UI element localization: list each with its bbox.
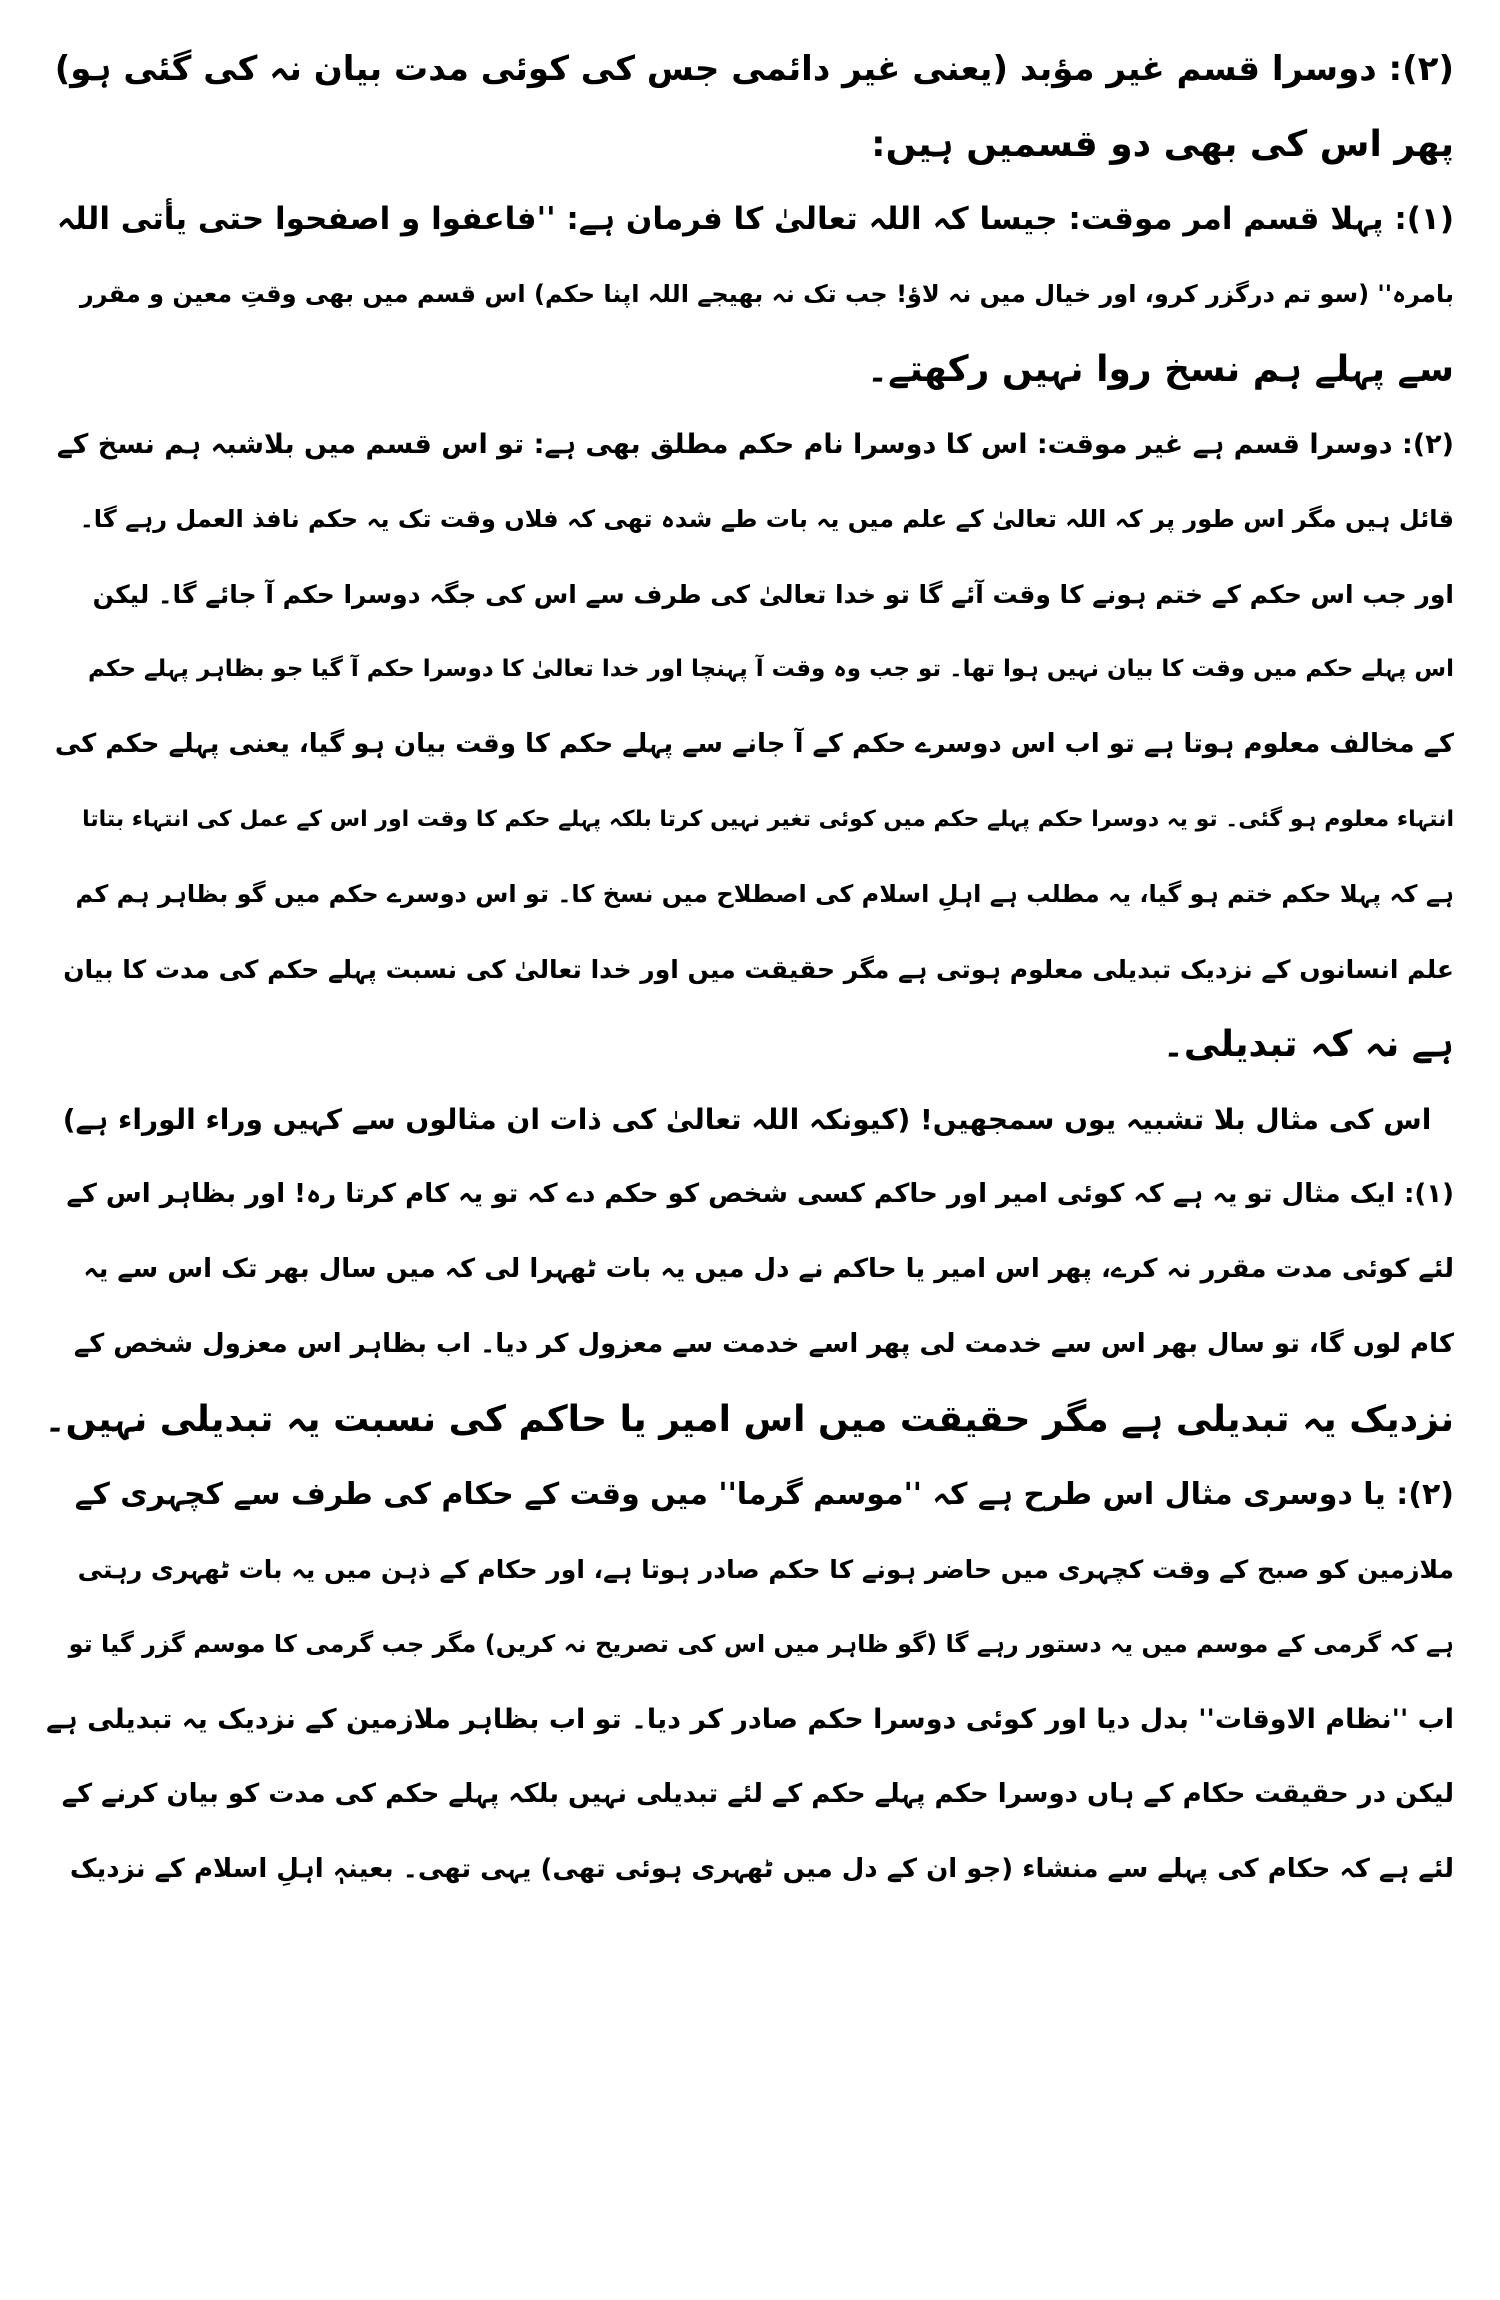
text-line-2: پھر اس کی بھی دو قسمیں ہیں: bbox=[871, 124, 1454, 165]
text-line-16: (۱): ایک مثال تو یہ ہے کہ کوئی امیر اور حاکم کسی شخص کو حکم دے کہ تو یہ کام کرتا رہ! اور بظاہر اس کے bbox=[66, 1179, 1454, 1209]
text-line-4: بامرہ'' (سو تم درگزر کرو، اور خیال میں نہ لاؤ! جب تک نہ بھیجے اللہ اپنا حکم) اس قسم میں بھی وقتِ معین و مقرر bbox=[79, 280, 1454, 308]
text-line-5: سے پہلے ہم نسخ روا نہیں رکھتے۔ bbox=[867, 349, 1454, 390]
text-line-25: لئے ہے کہ حکام کی پہلے سے منشاء (جو ان کے دل میں ٹھہری ہوئی تھی) یہی تھی۔ بعینہٖ اہلِ اسلام کے نزدیک bbox=[69, 1854, 1454, 1884]
text-line-24: لیکن در حقیقت حکام کے ہاں دوسرا حکم پہلے حکم کے لئے تبدیلی نہیں بلکہ پہلے حکم کی مدت کو بیان کرنے کے bbox=[61, 1779, 1454, 1809]
text-line-17: لئے کوئی مدت مقرر نہ کرے، پھر اس امیر یا حاکم نے دل میں یہ بات ٹھہرا لی کہ میں سال بھر تک اس سے یہ bbox=[83, 1254, 1454, 1284]
text-line-1: (۲): دوسرا قسم غیر مؤبد (یعنی غیر دائمی جس کی کوئی مدت بیان نہ کی گئی ہو) bbox=[54, 49, 1454, 89]
text-line-10: کے مخالف معلوم ہوتا ہے تو اب اس دوسرے حکم کے آ جانے سے پہلے حکم کا وقت بیان ہو گیا، یعنی پہلے حکم کی bbox=[54, 729, 1454, 759]
text-line-11: انتہاء معلوم ہو گئی۔ تو یہ دوسرا حکم پہلے حکم میں کوئی تغیر نہیں کرتا بلکہ پہلے حکم کا وقت اور اس کے عمل کی انتہاء بتاتا bbox=[82, 807, 1454, 832]
text-line-22: ہے کہ گرمی کے موسم میں یہ دستور رہے گا (گو ظاہر میں اس کی تصریح نہ کریں) مگر جب گرمی کا موسم گزر گیا تو bbox=[68, 1630, 1454, 1658]
text-line-19: نزدیک یہ تبدیلی ہے مگر حقیقت میں اس امیر یا حاکم کی نسبت یہ تبدیلی نہیں۔ bbox=[44, 1399, 1454, 1440]
text-line-3: (۱): پہلا قسم امر موقت: جیسا کہ اللہ تعالیٰ کا فرمان ہے: ''فاعفوا و اصفحوا حتی یأتی اللہ bbox=[56, 201, 1454, 237]
text-line-7: قائل ہیں مگر اس طور پر کہ اللہ تعالیٰ کے علم میں یہ بات طے شدہ تھی کہ فلاں وقت تک یہ حکم نافذ العمل رہے گا۔ bbox=[79, 505, 1454, 533]
text-line-12: ہے کہ پہلا حکم ختم ہو گیا، یہ مطلب ہے اہلِ اسلام کی اصطلاح میں نسخ کا۔ تو اس دوسرے حکم میں گو بظاہر ہم کم bbox=[75, 880, 1454, 908]
text-line-9: اس پہلے حکم میں وقت کا بیان نہیں ہوا تھا۔ تو جب وہ وقت آ پہنچا اور خدا تعالیٰ کا دوسرا حکم آ گیا جو بظاہر پہلے حکم bbox=[87, 656, 1454, 682]
text-line-13: علم انسانوں کے نزدیک تبدیلی معلوم ہوتی ہے مگر حقیقت میں اور خدا تعالیٰ کی نسبت پہلے حکم کی مدت کا بیان bbox=[63, 955, 1454, 984]
text-line-15: اس کی مثال بلا تشبیہ یوں سمجھیں! (کیونکہ اللہ تعالیٰ کی ذات ان مثالوں سے کہیں وراء الوراء ہے) bbox=[62, 1103, 1432, 1136]
text-line-21: ملازمین کو صبح کے وقت کچہری میں حاضر ہونے کا حکم صادر ہوتا ہے، اور حکام کے ذہن میں یہ بات ٹھہری رہتی bbox=[77, 1555, 1454, 1584]
text-line-6: (۲): دوسرا قسم ہے غیر موقت: اس کا دوسرا نام حکم مطلق بھی ہے: تو اس قسم میں بلاشبہ ہم نسخ کے bbox=[56, 429, 1454, 460]
text-line-14: ہے نہ کہ تبدیلی۔ bbox=[1162, 1024, 1454, 1065]
text-line-8: اور جب اس حکم کے ختم ہونے کا وقت آئے گا تو خدا تعالیٰ کی طرف سے اس کی جگہ دوسرا حکم آ جائے گا۔ لیکن bbox=[92, 580, 1454, 609]
text-line-23: اب ''نظام الاوقات'' بدل دیا اور کوئی دوسرا حکم صادر کر دیا۔ تو اب بظاہر ملازمین کے نزدیک یہ تبدیلی ہے bbox=[46, 1704, 1454, 1735]
text-line-20: (۲): یا دوسری مثال اس طرح ہے کہ ''موسم گرما'' میں وقت کے حکام کی طرف سے کچہری کے bbox=[74, 1477, 1454, 1512]
text-line-18: کام لوں گا، تو سال بھر اس سے خدمت لی پھر اسے خدمت سے معزول کر دیا۔ اب بظاہر اس معزول شخص کے bbox=[73, 1329, 1454, 1359]
